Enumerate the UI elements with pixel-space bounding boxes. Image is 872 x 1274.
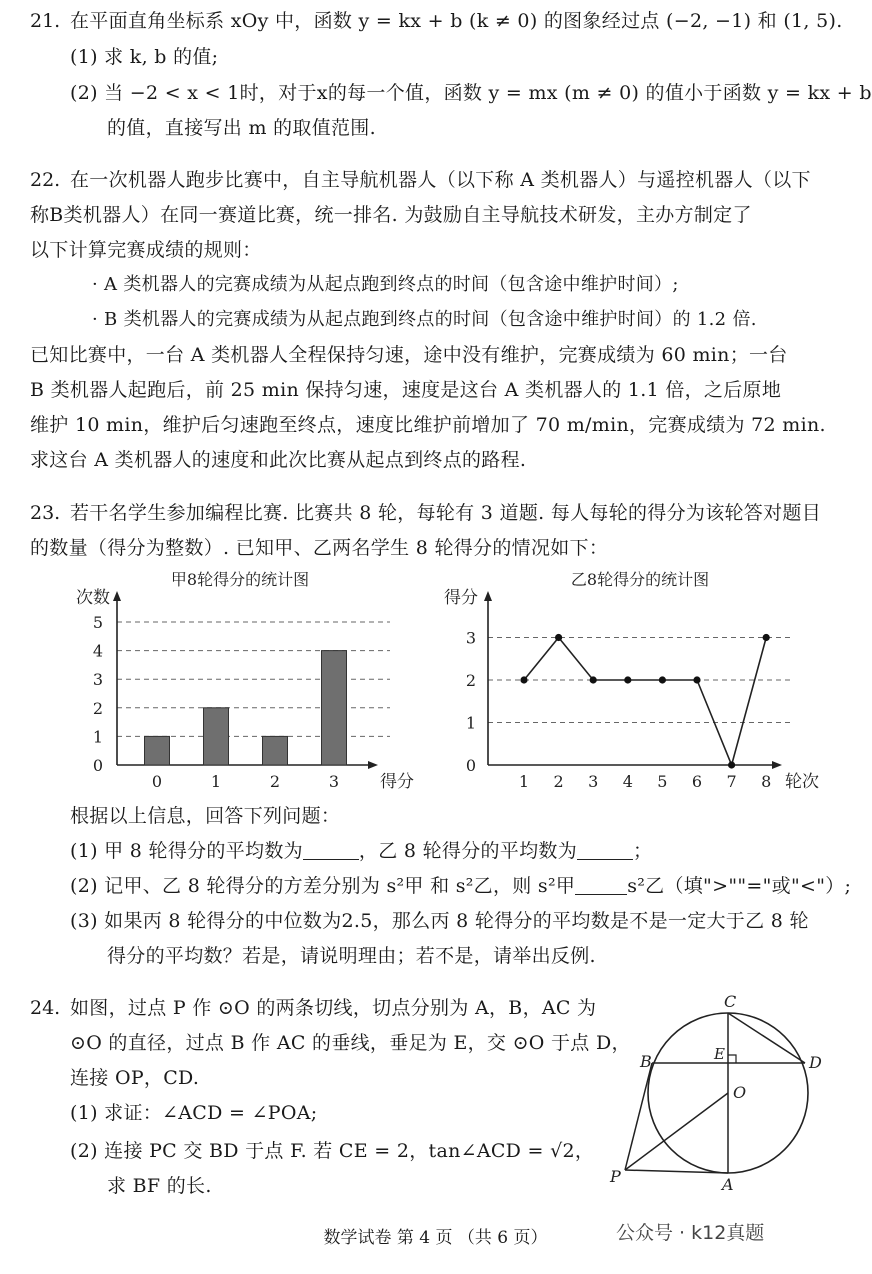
q24-line-1: 如图，过点 P 作 ⊙O 的两条切线，切点分别为 A，B，AC 为 <box>70 997 597 1019</box>
chart-jia-ytick-2: 2 <box>92 698 103 718</box>
label-b: B <box>640 1052 652 1071</box>
chart-yi-ytick-0: 0 <box>465 756 476 775</box>
q21-stem: 在平面直角坐标系 xOy 中，函数 y = kx + b (k ≠ 0) 的图象经过点 (−2, −1) 和 (1, 5). <box>70 10 843 32</box>
q23-part1 <box>70 838 652 864</box>
chart-jia-ytick-3: 3 <box>92 670 103 690</box>
chart-jia-ytick-1: 1 <box>92 727 103 747</box>
q23-number: 23. <box>30 502 61 524</box>
chart-yi-xtick-7: 7 <box>726 772 737 791</box>
q21-number: 21. <box>30 10 61 32</box>
q23-part1-a: (1) 甲 8 轮得分的平均数为 <box>70 840 303 862</box>
chart-jia-ytick-0: 0 <box>92 756 103 775</box>
chart-yi-xtick-2: 2 <box>553 772 564 791</box>
q22-body-2: B 类机器人起跑后，前 25 min 保持匀速，速度是这台 A 类机器人的 1.1 倍，之后原地 <box>30 379 782 401</box>
q23-part1-b: ，乙 8 轮得分的平均数为 <box>358 840 577 862</box>
q23-line-1: 若干名学生参加编程比赛. 比赛共 8 轮，每轮有 3 道题. 每人每轮的得分为该轮答对题目 <box>70 502 821 524</box>
segment-cd <box>728 1013 805 1063</box>
q23-part3-line2: 得分的平均数？若是，请说明理由；若不是，请举出反例. <box>107 945 596 967</box>
chart-yi-xlabel: 轮次 <box>785 772 819 792</box>
q22-line-2: 称B类机器人）在同一赛道比赛，统一排名. 为鼓励自主导航技术研发，主办方制定了 <box>30 204 752 226</box>
chart-jia-xtick-3: 3 <box>328 772 340 791</box>
label-o: O <box>733 1083 747 1102</box>
chart-yi-xtick-4: 4 <box>622 772 633 791</box>
right-angle-mark <box>728 1055 736 1063</box>
chart-jia-title: 甲8轮得分的统计图 <box>170 570 310 589</box>
chart-jia-bar-0 <box>145 736 170 765</box>
q24-part2-line2: 求 BF 的长. <box>107 1175 212 1197</box>
page-footer: 数学试卷 第 4 页 （共 6 页） <box>323 1228 548 1248</box>
q23-part2 <box>70 873 851 899</box>
q24-number: 24. <box>30 997 61 1019</box>
chart-jia-x-arrow <box>368 761 378 769</box>
chart-jia-ylabel: 次数 <box>76 588 110 608</box>
chart-yi-point-6 <box>693 676 700 683</box>
q22-line-1: 在一次机器人跑步比赛中，自主导航机器人（以下称 A 类机器人）与遥控机器人（以下 <box>70 169 811 191</box>
q24-line-2: ⊙O 的直径，过点 B 作 AC 的垂线，垂足为 E，交 ⊙O 于点 D， <box>70 1032 631 1054</box>
chart-yi-point-7 <box>728 761 735 768</box>
label-a: A <box>722 1175 734 1194</box>
q22-body-4: 求这台 A 类机器人的速度和此次比赛从起点到终点的路程. <box>30 449 527 471</box>
chart-yi-line <box>440 565 835 795</box>
chart-yi-ytick-3: 3 <box>465 628 476 648</box>
chart-jia-bar-3 <box>322 651 347 765</box>
q21-part2-line1: (2) 当 −2 < x < 1时，对于x的每一个值，函数 y = mx (m ≠ 0) 的值小于函数 y = kx + b <box>70 82 872 104</box>
chart-yi-x-arrow <box>772 761 782 769</box>
chart-jia-bar <box>76 565 420 795</box>
chart-yi-y-arrow <box>484 591 492 601</box>
segment-op <box>625 1093 728 1170</box>
label-e: E <box>714 1045 725 1063</box>
chart-yi-ytick-1: 1 <box>465 713 476 733</box>
chart-yi-ytick-2: 2 <box>465 671 476 690</box>
q22-body-3: 维护 10 min，维护后匀速跑至终点，速度比维护前增加了 70 m/min，完赛成绩为 72 min. <box>30 414 826 436</box>
chart-jia-y-arrow <box>113 591 121 601</box>
chart-yi-point-1 <box>520 676 527 683</box>
q24-part2-line1: (2) 连接 PC 交 BD 于点 F. 若 CE = 2，tan∠ACD = √2， <box>70 1140 595 1162</box>
q22-line-3: 以下计算完赛成绩的规则： <box>30 239 262 261</box>
chart-jia-xtick-1: 1 <box>210 772 222 791</box>
q24-line-3: 连接 OP，CD. <box>70 1067 200 1089</box>
chart-jia-bar-2 <box>263 736 288 765</box>
chart-yi-xtick-6: 6 <box>691 772 703 791</box>
chart-yi-ylabel: 得分 <box>444 588 478 608</box>
q22-number: 22. <box>30 169 61 191</box>
chart-yi-point-2 <box>555 634 562 641</box>
chart-jia-xlabel: 得分 <box>380 772 414 792</box>
chart-yi-xtick-1: 1 <box>518 772 530 791</box>
watermark: 公众号 · k12真题 <box>616 1222 765 1244</box>
q21-part1: (1) 求 k, b 的值; <box>70 46 219 68</box>
tangent-pb <box>625 1063 652 1170</box>
chart-yi-xtick-3: 3 <box>588 772 599 791</box>
q23-part3-line1: (3) 如果丙 8 轮得分的中位数为2.5，那么丙 8 轮得分的平均数是不是一定大于乙 8 轮 <box>70 910 809 932</box>
label-c: C <box>724 992 737 1011</box>
q23-blank-1[interactable] <box>303 841 359 860</box>
chart-yi-series-line <box>524 638 766 766</box>
chart-jia-ytick-5: 5 <box>92 613 103 632</box>
chart-jia-bar-1 <box>204 708 229 765</box>
q23-line-2: 的数量（得分为整数）. 已知甲、乙两名学生 8 轮得分的情况如下： <box>30 537 609 559</box>
chart-jia-xtick-2: 2 <box>269 772 281 791</box>
chart-yi-xtick-8: 8 <box>761 772 772 791</box>
chart-yi-title: 乙8轮得分的统计图 <box>570 570 710 589</box>
chart-yi-point-3 <box>590 676 597 683</box>
chart-yi-xtick-5: 5 <box>657 772 668 791</box>
chart-yi-point-5 <box>659 676 666 683</box>
q23-part1-c: ； <box>633 840 653 862</box>
q23-after-charts: 根据以上信息，回答下列问题： <box>70 805 341 827</box>
chart-jia-ytick-4: 4 <box>92 641 103 661</box>
q22-rule-1: · A 类机器人的完赛成绩为从起点跑到终点的时间（包含途中维护时间）; <box>92 274 679 295</box>
q23-part2-b: s²乙（填">""="或"<"）; <box>627 875 852 897</box>
q24-part1: (1) 求证：∠ACD = ∠POA; <box>70 1102 318 1124</box>
chart-yi-point-8 <box>763 634 770 641</box>
q22-body-1: 已知比赛中，一台 A 类机器人全程保持匀速，途中没有维护，完赛成绩为 60 min；一台 <box>30 344 788 366</box>
geometry-figure <box>600 990 840 1200</box>
chart-jia-xtick-0: 0 <box>151 772 163 791</box>
q22-rule-2: · B 类机器人的完赛成绩为从起点跑到终点的时间（包含途中维护时间）的 1.2 倍. <box>92 309 757 330</box>
label-p: P <box>610 1167 621 1186</box>
q21-part2-line2: 的值，直接写出 m 的取值范围. <box>107 117 376 139</box>
q23-blank-3[interactable] <box>575 876 627 895</box>
chart-yi-point-4 <box>624 676 631 683</box>
q23-blank-2[interactable] <box>577 841 633 860</box>
q23-part2-a: (2) 记甲、乙 8 轮得分的方差分别为 s²甲 和 s²乙，则 s²甲 <box>70 875 576 897</box>
label-d: D <box>809 1053 822 1072</box>
